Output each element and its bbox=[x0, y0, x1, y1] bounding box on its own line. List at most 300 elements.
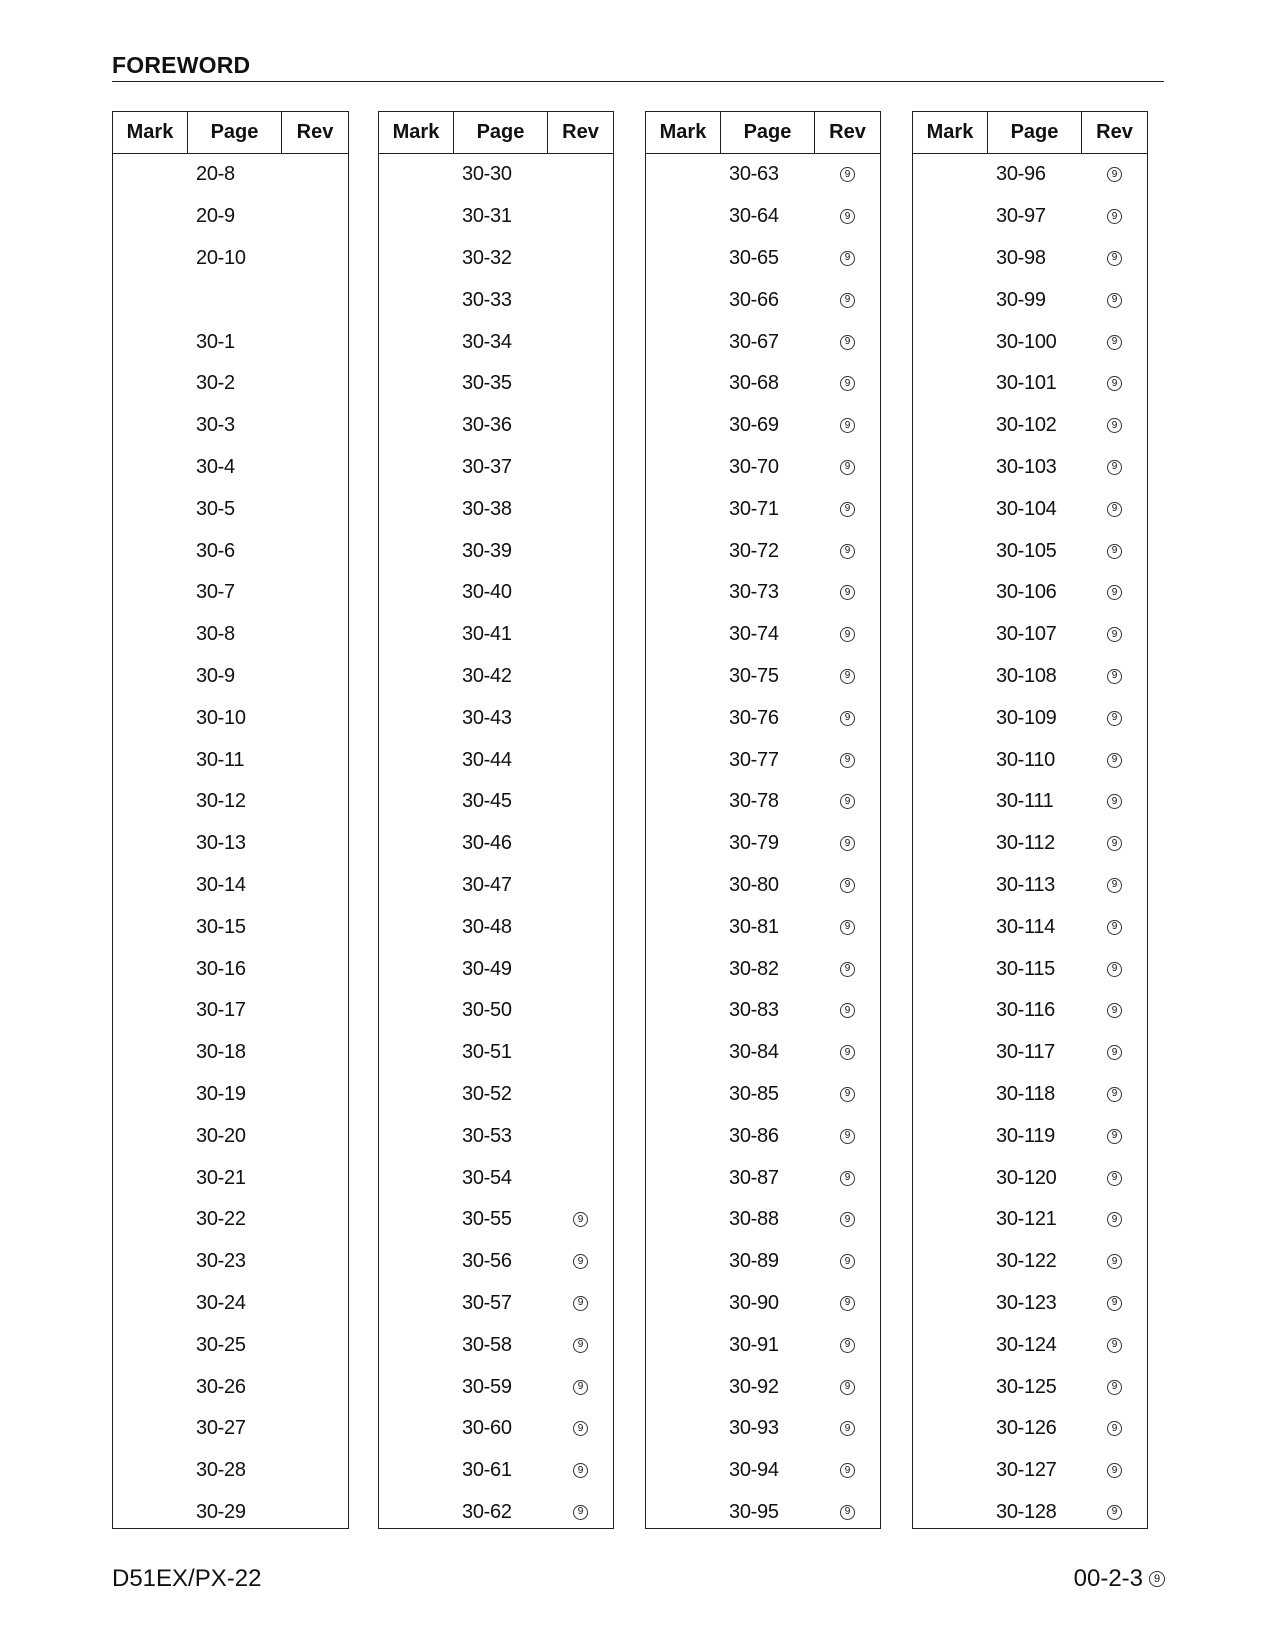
page-cell: 30-73 bbox=[729, 581, 779, 604]
table-row bbox=[646, 530, 880, 572]
page-cell: 30-127 bbox=[996, 1459, 1057, 1482]
revision-mark-icon: 9 bbox=[840, 1505, 855, 1520]
revision-mark-icon: 9 bbox=[1107, 1463, 1122, 1478]
page-cell: 30-26 bbox=[196, 1375, 246, 1398]
revision-mark-icon: 9 bbox=[1107, 836, 1122, 851]
rev-cell bbox=[1082, 502, 1147, 517]
revision-mark-icon: 9 bbox=[1107, 1129, 1122, 1144]
page-cell: 30-5 bbox=[196, 497, 235, 520]
revision-mark-icon: 9 bbox=[840, 293, 855, 308]
page-cell: 30-29 bbox=[196, 1500, 246, 1523]
table-row bbox=[646, 572, 880, 614]
table-row bbox=[646, 196, 880, 238]
revision-mark-icon: 9 bbox=[573, 1505, 588, 1520]
rev-cell bbox=[1082, 293, 1147, 308]
table-row bbox=[379, 1115, 613, 1157]
page-cell: 30-53 bbox=[462, 1124, 512, 1147]
revision-mark-icon: 9 bbox=[840, 1129, 855, 1144]
page-cell: 30-59 bbox=[462, 1375, 512, 1398]
revision-mark-icon: 9 bbox=[1107, 460, 1122, 475]
page-cell: 30-91 bbox=[729, 1333, 779, 1356]
footer-page-label: 00-2-3 bbox=[1073, 1565, 1143, 1592]
revision-mark-icon: 9 bbox=[573, 1212, 588, 1227]
table-row bbox=[913, 530, 1147, 572]
table-row bbox=[913, 781, 1147, 823]
rev-cell bbox=[1082, 920, 1147, 935]
table-row bbox=[113, 865, 348, 907]
page-cell: 30-66 bbox=[729, 288, 779, 311]
page-cell: 30-98 bbox=[996, 246, 1046, 269]
revision-mark-icon: 9 bbox=[840, 251, 855, 266]
table-row bbox=[646, 1115, 880, 1157]
page-cell: 30-10 bbox=[196, 706, 246, 729]
page-cell: 30-41 bbox=[462, 623, 512, 646]
table-row bbox=[379, 572, 613, 614]
revision-mark-icon: 9 bbox=[1107, 1087, 1122, 1102]
rev-cell bbox=[1082, 1003, 1147, 1018]
revision-mark-icon: 9 bbox=[840, 544, 855, 559]
page-cell: 30-70 bbox=[729, 455, 779, 478]
page-cell: 30-62 bbox=[462, 1500, 512, 1523]
table-row bbox=[379, 488, 613, 530]
table-body bbox=[379, 154, 613, 1533]
page-cell: 30-82 bbox=[729, 957, 779, 980]
page-cell: 30-88 bbox=[729, 1208, 779, 1231]
table-row bbox=[913, 614, 1147, 656]
table-row bbox=[113, 823, 348, 865]
page-cell: 30-44 bbox=[462, 748, 512, 771]
page-cell: 30-40 bbox=[462, 581, 512, 604]
mark-column-header: Mark bbox=[379, 112, 454, 153]
page-cell: 30-65 bbox=[729, 246, 779, 269]
page-cell: 30-71 bbox=[729, 497, 779, 520]
page-cell: 30-17 bbox=[196, 999, 246, 1022]
rev-cell bbox=[815, 1171, 880, 1186]
page-cell: 30-12 bbox=[196, 790, 246, 813]
revision-table bbox=[378, 111, 614, 1529]
page-cell: 30-75 bbox=[729, 664, 779, 687]
page-cell: 30-93 bbox=[729, 1417, 779, 1440]
table-row bbox=[379, 697, 613, 739]
table-row bbox=[379, 1366, 613, 1408]
table-row bbox=[913, 1366, 1147, 1408]
table-body bbox=[913, 154, 1147, 1533]
revision-mark-icon: 9 bbox=[840, 1338, 855, 1353]
table-row bbox=[646, 1074, 880, 1116]
table-row bbox=[913, 1324, 1147, 1366]
revision-mark-icon: 9 bbox=[1107, 167, 1122, 182]
table-row bbox=[113, 948, 348, 990]
table-row bbox=[379, 948, 613, 990]
page-cell: 30-122 bbox=[996, 1250, 1057, 1273]
page-cell: 30-64 bbox=[729, 205, 779, 228]
table-row bbox=[379, 1283, 613, 1325]
rev-cell bbox=[815, 460, 880, 475]
page-cell: 30-46 bbox=[462, 832, 512, 855]
table-row bbox=[113, 1199, 348, 1241]
revision-mark-icon: 9 bbox=[1107, 335, 1122, 350]
rev-cell bbox=[1082, 1338, 1147, 1353]
table-row bbox=[379, 238, 613, 280]
table-row bbox=[379, 363, 613, 405]
page-cell: 30-74 bbox=[729, 623, 779, 646]
table-row bbox=[113, 1450, 348, 1492]
rev-cell bbox=[815, 293, 880, 308]
table-row bbox=[646, 1324, 880, 1366]
page-cell: 30-6 bbox=[196, 539, 235, 562]
revision-mark-icon: 9 bbox=[840, 920, 855, 935]
revision-mark-icon: 9 bbox=[1149, 1571, 1165, 1587]
table-row bbox=[379, 196, 613, 238]
table-row bbox=[113, 405, 348, 447]
page-cell: 30-48 bbox=[462, 915, 512, 938]
table-row bbox=[646, 739, 880, 781]
page-cell: 30-103 bbox=[996, 455, 1057, 478]
table-row bbox=[379, 154, 613, 196]
page-cell: 30-54 bbox=[462, 1166, 512, 1189]
table-row bbox=[379, 1199, 613, 1241]
page-cell: 30-118 bbox=[996, 1082, 1055, 1105]
page-cell: 30-32 bbox=[462, 246, 512, 269]
revision-mark-icon: 9 bbox=[1107, 878, 1122, 893]
rev-cell bbox=[1082, 335, 1147, 350]
page-cell: 30-55 bbox=[462, 1208, 512, 1231]
rev-cell bbox=[1082, 1380, 1147, 1395]
rev-cell bbox=[1082, 1087, 1147, 1102]
rev-cell bbox=[1082, 544, 1147, 559]
rev-cell bbox=[815, 836, 880, 851]
table-row bbox=[113, 447, 348, 489]
page-cell: 30-42 bbox=[462, 664, 512, 687]
revision-mark-icon: 9 bbox=[1107, 1045, 1122, 1060]
revision-mark-icon: 9 bbox=[840, 167, 855, 182]
table-row bbox=[379, 656, 613, 698]
table-row bbox=[379, 990, 613, 1032]
rev-cell bbox=[1082, 794, 1147, 809]
rev-cell bbox=[815, 627, 880, 642]
table-row bbox=[646, 656, 880, 698]
revision-mark-icon: 9 bbox=[1107, 1296, 1122, 1311]
table-row bbox=[646, 990, 880, 1032]
rev-cell bbox=[815, 1129, 880, 1144]
rev-cell bbox=[1082, 460, 1147, 475]
revision-mark-icon: 9 bbox=[1107, 251, 1122, 266]
table-row bbox=[913, 154, 1147, 196]
table-row bbox=[646, 1241, 880, 1283]
revision-mark-icon: 9 bbox=[840, 1463, 855, 1478]
rev-cell bbox=[1082, 1129, 1147, 1144]
rev-cell bbox=[548, 1380, 613, 1395]
table-row bbox=[913, 279, 1147, 321]
table-row bbox=[646, 781, 880, 823]
page-cell: 30-38 bbox=[462, 497, 512, 520]
table-row bbox=[913, 697, 1147, 739]
revision-mark-icon: 9 bbox=[1107, 920, 1122, 935]
rev-cell bbox=[1082, 711, 1147, 726]
revision-mark-icon: 9 bbox=[840, 460, 855, 475]
revision-mark-icon: 9 bbox=[840, 1421, 855, 1436]
table-row bbox=[913, 656, 1147, 698]
rev-cell bbox=[548, 1421, 613, 1436]
table-row bbox=[379, 279, 613, 321]
table-row bbox=[646, 948, 880, 990]
page-cell: 30-34 bbox=[462, 330, 512, 353]
page-cell: 30-3 bbox=[196, 414, 235, 437]
rev-cell bbox=[815, 418, 880, 433]
revision-mark-icon: 9 bbox=[1107, 1254, 1122, 1269]
rev-cell bbox=[815, 920, 880, 935]
page-cell: 30-117 bbox=[996, 1041, 1055, 1064]
revision-mark-icon: 9 bbox=[1107, 753, 1122, 768]
rev-cell bbox=[815, 711, 880, 726]
rev-cell bbox=[1082, 878, 1147, 893]
revision-mark-icon: 9 bbox=[840, 585, 855, 600]
page-cell: 30-92 bbox=[729, 1375, 779, 1398]
table-row bbox=[379, 614, 613, 656]
table-row bbox=[379, 906, 613, 948]
rev-column-header: Rev bbox=[562, 121, 599, 143]
table-row bbox=[113, 1074, 348, 1116]
revision-mark-icon: 9 bbox=[840, 627, 855, 642]
table-row bbox=[379, 1324, 613, 1366]
table-row bbox=[913, 447, 1147, 489]
table-row bbox=[646, 405, 880, 447]
table-row bbox=[113, 614, 348, 656]
table-row bbox=[646, 1408, 880, 1450]
revision-mark-icon: 9 bbox=[1107, 711, 1122, 726]
revision-mark-icon: 9 bbox=[1107, 585, 1122, 600]
revision-mark-icon: 9 bbox=[1107, 376, 1122, 391]
table-row bbox=[113, 1324, 348, 1366]
table-row bbox=[646, 865, 880, 907]
table-row bbox=[379, 1074, 613, 1116]
page-cell: 30-15 bbox=[196, 915, 246, 938]
rev-cell bbox=[1082, 962, 1147, 977]
revision-mark-icon: 9 bbox=[1107, 418, 1122, 433]
page-cell: 30-83 bbox=[729, 999, 779, 1022]
table-row bbox=[646, 1450, 880, 1492]
revision-table bbox=[112, 111, 349, 1529]
rev-cell bbox=[1082, 167, 1147, 182]
table-row bbox=[113, 990, 348, 1032]
rev-cell bbox=[815, 1045, 880, 1060]
rev-cell bbox=[815, 1254, 880, 1269]
revision-mark-icon: 9 bbox=[840, 1254, 855, 1269]
revision-mark-icon: 9 bbox=[573, 1254, 588, 1269]
table-row bbox=[646, 1492, 880, 1534]
rev-cell bbox=[815, 167, 880, 182]
rev-cell bbox=[1082, 1045, 1147, 1060]
page-cell: 30-119 bbox=[996, 1124, 1055, 1147]
table-row bbox=[113, 530, 348, 572]
table-row bbox=[646, 447, 880, 489]
page-cell: 30-18 bbox=[196, 1041, 246, 1064]
table-row bbox=[379, 405, 613, 447]
table-row bbox=[113, 1408, 348, 1450]
table-row bbox=[379, 1492, 613, 1534]
rev-cell bbox=[548, 1463, 613, 1478]
page-cell: 30-124 bbox=[996, 1333, 1057, 1356]
rev-cell bbox=[815, 376, 880, 391]
revision-mark-icon: 9 bbox=[1107, 544, 1122, 559]
page-cell: 30-14 bbox=[196, 873, 246, 896]
page-cell: 30-22 bbox=[196, 1208, 246, 1231]
page-cell: 30-107 bbox=[996, 623, 1057, 646]
table-row bbox=[379, 739, 613, 781]
page-cell: 30-20 bbox=[196, 1124, 246, 1147]
table-row bbox=[646, 1032, 880, 1074]
revision-mark-icon: 9 bbox=[840, 1087, 855, 1102]
table-row bbox=[913, 196, 1147, 238]
page-cell: 30-106 bbox=[996, 581, 1057, 604]
revision-mark-icon: 9 bbox=[1107, 1421, 1122, 1436]
page-cell: 30-61 bbox=[462, 1459, 512, 1482]
table-row bbox=[113, 1241, 348, 1283]
revision-mark-icon: 9 bbox=[840, 711, 855, 726]
table-row bbox=[113, 781, 348, 823]
page-cell: 30-51 bbox=[462, 1041, 512, 1064]
table-row bbox=[913, 321, 1147, 363]
rev-cell bbox=[1082, 585, 1147, 600]
revision-mark-icon: 9 bbox=[1107, 293, 1122, 308]
rev-cell bbox=[815, 544, 880, 559]
rev-cell bbox=[548, 1505, 613, 1520]
table-row bbox=[913, 990, 1147, 1032]
page-cell: 30-49 bbox=[462, 957, 512, 980]
page-cell: 30-72 bbox=[729, 539, 779, 562]
table-row bbox=[646, 363, 880, 405]
page-cell: 30-95 bbox=[729, 1500, 779, 1523]
rev-cell bbox=[1082, 418, 1147, 433]
rev-cell bbox=[1082, 1254, 1147, 1269]
page-cell: 30-50 bbox=[462, 999, 512, 1022]
revision-mark-icon: 9 bbox=[1107, 962, 1122, 977]
page-cell: 30-112 bbox=[996, 832, 1055, 855]
revision-mark-icon: 9 bbox=[840, 962, 855, 977]
page-cell: 30-31 bbox=[462, 205, 512, 228]
page-cell: 30-111 bbox=[996, 790, 1054, 813]
page-cell: 30-19 bbox=[196, 1082, 246, 1105]
page-cell: 20-10 bbox=[196, 246, 246, 269]
page-cell: 30-36 bbox=[462, 414, 512, 437]
table-row bbox=[646, 1283, 880, 1325]
rev-cell bbox=[815, 1296, 880, 1311]
rev-cell bbox=[1082, 1296, 1147, 1311]
table-row bbox=[913, 1492, 1147, 1534]
page-cell: 30-87 bbox=[729, 1166, 779, 1189]
rev-cell bbox=[548, 1338, 613, 1353]
table-header-row bbox=[379, 112, 613, 154]
revision-mark-icon: 9 bbox=[840, 1171, 855, 1186]
table-row bbox=[913, 739, 1147, 781]
rev-cell bbox=[815, 502, 880, 517]
page-title: FOREWORD bbox=[112, 52, 251, 78]
revision-mark-icon: 9 bbox=[1107, 1380, 1122, 1395]
rev-column-header: Rev bbox=[1096, 121, 1133, 143]
revision-mark-icon: 9 bbox=[840, 209, 855, 224]
table-row bbox=[646, 697, 880, 739]
page-cell: 30-126 bbox=[996, 1417, 1057, 1440]
rev-cell bbox=[815, 1380, 880, 1395]
page-cell: 30-96 bbox=[996, 163, 1046, 186]
table-row bbox=[646, 488, 880, 530]
page-cell: 30-35 bbox=[462, 372, 512, 395]
page-cell: 30-123 bbox=[996, 1291, 1057, 1314]
table-row bbox=[113, 279, 348, 321]
table-row bbox=[379, 447, 613, 489]
table-row bbox=[913, 1199, 1147, 1241]
revision-mark-icon: 9 bbox=[840, 836, 855, 851]
revision-table bbox=[912, 111, 1148, 1529]
table-row bbox=[913, 1115, 1147, 1157]
revision-mark-icon: 9 bbox=[1107, 1212, 1122, 1227]
table-row bbox=[113, 1157, 348, 1199]
rev-cell bbox=[815, 1421, 880, 1436]
page-cell: 30-89 bbox=[729, 1250, 779, 1273]
rev-cell bbox=[815, 1505, 880, 1520]
table-row bbox=[113, 1492, 348, 1534]
revision-mark-icon: 9 bbox=[840, 669, 855, 684]
table-header-row bbox=[913, 112, 1147, 154]
table-row bbox=[646, 154, 880, 196]
table-row bbox=[113, 572, 348, 614]
page-cell: 30-125 bbox=[996, 1375, 1057, 1398]
page-cell: 30-33 bbox=[462, 288, 512, 311]
page-cell: 30-7 bbox=[196, 581, 235, 604]
page-cell: 30-8 bbox=[196, 623, 235, 646]
table-row bbox=[379, 1241, 613, 1283]
table-row bbox=[913, 1032, 1147, 1074]
table-row bbox=[379, 781, 613, 823]
table-row bbox=[913, 865, 1147, 907]
revision-mark-icon: 9 bbox=[1107, 1505, 1122, 1520]
page-cell: 30-114 bbox=[996, 915, 1055, 938]
page-cell: 30-4 bbox=[196, 455, 235, 478]
page-cell: 30-84 bbox=[729, 1041, 779, 1064]
table-row bbox=[113, 154, 348, 196]
table-row bbox=[379, 1450, 613, 1492]
page-cell: 30-58 bbox=[462, 1333, 512, 1356]
table-row bbox=[913, 906, 1147, 948]
page-cell: 30-113 bbox=[996, 873, 1055, 896]
page-cell: 30-80 bbox=[729, 873, 779, 896]
table-row bbox=[379, 321, 613, 363]
page-cell: 30-27 bbox=[196, 1417, 246, 1440]
table-row bbox=[113, 1032, 348, 1074]
revision-mark-icon: 9 bbox=[840, 376, 855, 391]
table-row bbox=[913, 488, 1147, 530]
table-row bbox=[646, 238, 880, 280]
page-cell: 30-45 bbox=[462, 790, 512, 813]
rev-cell bbox=[1082, 753, 1147, 768]
page-cell: 30-28 bbox=[196, 1459, 246, 1482]
page-cell: 20-9 bbox=[196, 205, 235, 228]
table-row bbox=[913, 1283, 1147, 1325]
page-cell: 30-60 bbox=[462, 1417, 512, 1440]
rev-cell bbox=[815, 1003, 880, 1018]
rev-cell bbox=[1082, 1463, 1147, 1478]
page-cell: 20-8 bbox=[196, 163, 235, 186]
revision-mark-icon: 9 bbox=[840, 1212, 855, 1227]
revision-table bbox=[645, 111, 881, 1529]
page-column-header: Page bbox=[988, 112, 1082, 153]
rev-cell bbox=[1082, 669, 1147, 684]
table-row bbox=[113, 238, 348, 280]
table-row bbox=[379, 823, 613, 865]
table-row bbox=[646, 906, 880, 948]
table-row bbox=[646, 1366, 880, 1408]
revision-mark-icon: 9 bbox=[573, 1463, 588, 1478]
